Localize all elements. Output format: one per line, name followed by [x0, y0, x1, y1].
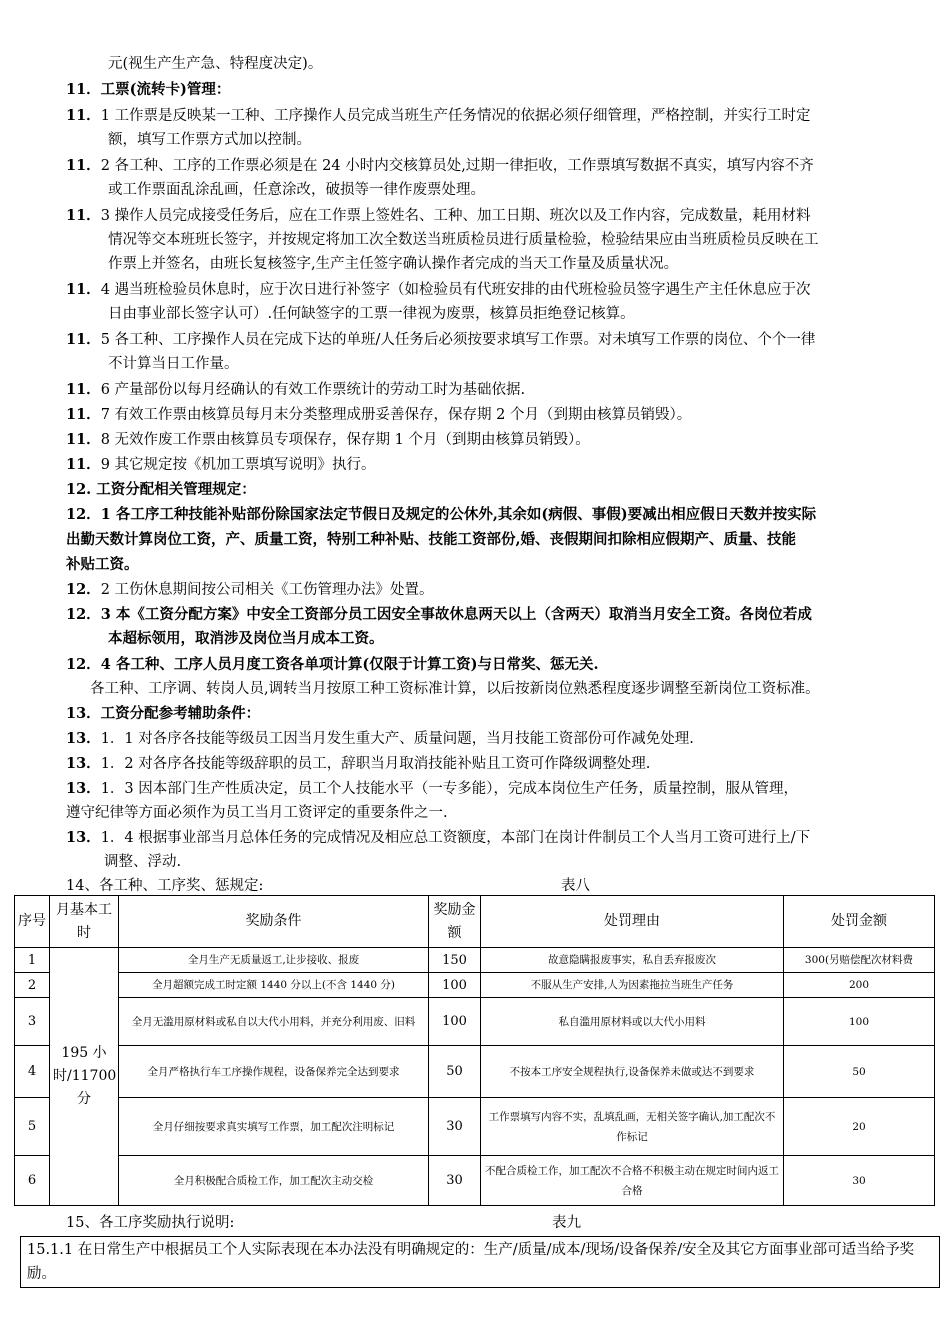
- text-line: 各工种、工序调、转岗人员,调转当月按原工种工资标准计算，以后按新岗位熟悉程度逐步调整至新岗位工资标准。: [90, 681, 820, 697]
- text-line: 日由事业部长签字认可）.任何缺签字的工票一律视为废票，核算员拒绝登记核算。: [108, 306, 635, 322]
- text-line: 补贴工资。: [66, 556, 139, 573]
- penalty-reason: 不服从生产安排,人为因素拖拉当班生产任务: [481, 973, 784, 998]
- clause-11-9: 11．9 其它规定按《机加工票填写说明》执行。: [66, 456, 376, 473]
- penalty-reason: 工作票填写内容不实，乱填乱画，无相关签字确认,加工配次不作标记: [481, 1098, 784, 1156]
- clause-13-1-3: 13．1．3 因本部门生产性质决定，员工个人技能水平（一专多能），完成本岗位生产任务，质量控制，服从管理，: [66, 780, 798, 797]
- row-number: 6: [15, 1156, 50, 1206]
- reward-amount: 30: [429, 1156, 481, 1206]
- clause-11-3: 11．3 操作人员完成接受任务后，应在工作票上签姓名、工种、加工日期、班次以及工作内容，完成数量，耗用材料: [66, 207, 811, 224]
- reward-condition: 全月积极配合质检工作，加工配次主动交检: [119, 1156, 429, 1206]
- row-number: 1: [15, 948, 50, 973]
- section-heading-12: 12. 工资分配相关管理规定：: [66, 481, 256, 498]
- table9-label: 表九: [552, 1215, 581, 1231]
- table-row: [15, 973, 935, 998]
- clause-12-1: 12．1 各工序工种技能补贴部份除国家法定节假日及规定的公休外,其余如(病假、事假)要减出相应假日天数并按实际: [66, 506, 817, 523]
- penalty-amount: 50: [784, 1046, 935, 1098]
- clause-12-3: 12．3 本《工资分配方案》中安全工资部分员工因安全事故休息两天以上（含两天）取消当月安全工资。各岗位若成: [66, 606, 812, 623]
- text-line: 或工作票面乱涂乱画，任意涂改，破损等一律作废票处理。: [108, 182, 485, 198]
- table-row: [15, 1046, 935, 1098]
- reward-condition: 全月严格执行车工序操作规程，设备保养完全达到要求: [119, 1046, 429, 1098]
- text-line: 元(视生产生产急、特程度决定)。: [108, 56, 323, 72]
- penalty-reason: 不配合质检工作，加工配次不合格不积极主动在规定时间内返工合格: [481, 1156, 784, 1206]
- reward-amount: 100: [429, 973, 481, 998]
- clause-13-1-4: 13．1．4 根据事业部当月总体任务的完成情况及相应总工资额度，本部门在岗计件制员工个人当月工资可进行上/下: [66, 829, 811, 846]
- table-row: [15, 1098, 935, 1156]
- reward-amount: 50: [429, 1046, 481, 1098]
- reward-amount: 150: [429, 948, 481, 973]
- penalty-reason: 故意隐瞒报废事实，私自丢弃报废次: [481, 948, 784, 973]
- text-line: 不计算当日工作量。: [108, 356, 239, 372]
- header-cell: 序号: [15, 896, 50, 948]
- reward-execution-note: 15.1.1 在日常生产中根据员工个人实际表现在本办法没有明确规定的：生产/质量/成本/现场/设备保养/安全及其它方面事业部可适当给予奖励。: [20, 1236, 940, 1288]
- reward-condition: 全月超额完成工时定额 1440 分以上(不含 1440 分): [119, 973, 429, 998]
- table-row: [15, 1156, 935, 1206]
- header-cell: 处罚理由: [481, 896, 784, 948]
- header-cell: 处罚金额: [784, 896, 935, 948]
- reward-penalty-table: [14, 895, 935, 1206]
- reward-amount: 100: [429, 998, 481, 1046]
- section-heading-13: 13．工资分配参考辅助条件：: [66, 705, 261, 722]
- table-row: [15, 998, 935, 1046]
- text-line: 遵守纪律等方面必须作为员工当月工资评定的重要条件之一.: [66, 805, 448, 821]
- text-line: 调整、浮动.: [104, 854, 182, 870]
- header-cell: 奖励金额: [429, 896, 481, 948]
- clause-11-7: 11．7 有效工作票由核算员每月末分类整理成册妥善保存，保存期 2 个月（到期由核算员销毁）。: [66, 406, 692, 423]
- reward-amount: 30: [429, 1098, 481, 1156]
- clause-13-1-1: 13．1．1 对各序各技能等级员工因当月发生重大产、质量问题，当月技能工资部份可作减免处理.: [66, 730, 694, 747]
- penalty-amount: 20: [784, 1098, 935, 1156]
- text-line: 本超标领用，取消涉及岗位当月成本工资。: [108, 630, 384, 647]
- penalty-reason: 私自滥用原材料或以大代小用料: [481, 998, 784, 1046]
- text-line: 作票上并签名，由班长复核签字,生产主任签字确认操作者完成的当天工作量及质量状况。: [108, 256, 679, 272]
- clause-12-4: 12．4 各工种、工序人员月度工资各单项计算(仅限于计算工资)与日常奖、惩无关.: [66, 656, 599, 673]
- clause-11-8: 11．8 无效作废工作票由核算员专项保存，保存期 1 个月（到期由核算员销毁）。: [66, 431, 590, 448]
- header-cell: 奖励条件: [119, 896, 429, 948]
- clause-11-5: 11．5 各工种、工序操作人员在完成下达的单班/人任务后必须按要求填写工作票。对未填写工作票的岗位、个个一律: [66, 331, 816, 348]
- clause-11-1: 11．1 工作票是反映某一工种、工序操作人员完成当班生产任务情况的依据必须仔细管理，严格控制，并实行工时定: [66, 107, 811, 124]
- table-row: [15, 948, 935, 973]
- row-number: 4: [15, 1046, 50, 1098]
- text-line: 情况等交本班班长签字，并按规定将加工次全数送当班质检员进行质量检验，检验结果应由当班质检员反映在工: [108, 232, 819, 248]
- row-number: 2: [15, 973, 50, 998]
- table-header-row: [15, 896, 935, 948]
- reward-condition: 全月无滥用原材料或私自以大代小用料，并充分利用废、旧料: [119, 998, 429, 1046]
- clause-13-1-2: 13．1．2 对各序各技能等级辞职的员工，辞职当月取消技能补贴且工资可作降级调整处理.: [66, 755, 651, 772]
- clause-11-2: 11．2 各工种、工序的工作票必须是在 24 小时内交核算员处,过期一律拒收，工作票填写数据不真实，填写内容不齐: [66, 157, 814, 174]
- table8-caption: 14、各工种、工序奖、惩规定:: [66, 878, 264, 894]
- section-heading-11: 11．工票(流转卡)管理：: [66, 81, 231, 98]
- penalty-amount: 200: [784, 973, 935, 998]
- clause-11-6: 11．6 产量部份以每月经确认的有效工作票统计的劳动工时为基础依据.: [66, 381, 526, 398]
- table8-label: 表八: [561, 878, 590, 894]
- penalty-reason: 不按本工序安全规程执行,设备保养未做或达不到要求: [481, 1046, 784, 1098]
- penalty-amount: 300(另赔偿配次材料费: [784, 948, 935, 973]
- row-number: 3: [15, 998, 50, 1046]
- reward-condition: 全月仔细按要求真实填写工作票，加工配次注明标记: [119, 1098, 429, 1156]
- table9-caption: 15、各工序奖励执行说明:: [66, 1215, 235, 1231]
- clause-12-2: 12．2 工伤休息期间按公司相关《工伤管理办法》处置。: [66, 581, 434, 598]
- text-line: 额，填写工作票方式加以控制。: [108, 132, 311, 148]
- reward-condition: 全月生产无质量返工,让步接收、报废: [119, 948, 429, 973]
- penalty-amount: 100: [784, 998, 935, 1046]
- clause-11-4: 11．4 遇当班检验员休息时，应于次日进行补签字（如检验员有代班安排的由代班检验员签字遇生产主任休息应于次: [66, 281, 811, 298]
- base-hours-cell: 195 小时/11700 分: [50, 948, 119, 1206]
- header-cell: 月基本工时: [50, 896, 119, 948]
- text-line: 出勤天数计算岗位工资，产、质量工资，特别工种补贴、技能工资部份,婚、丧假期间扣除相应假期产、质量、技能: [66, 531, 797, 548]
- row-number: 5: [15, 1098, 50, 1156]
- penalty-amount: 30: [784, 1156, 935, 1206]
